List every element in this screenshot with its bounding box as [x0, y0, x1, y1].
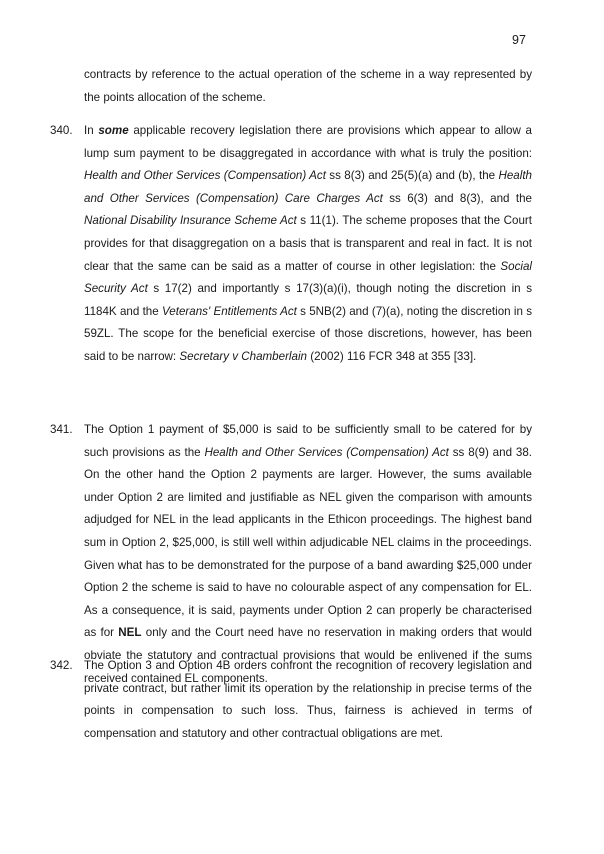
statute-title: Social Security Act	[84, 259, 532, 296]
paragraph-number: 341.	[50, 423, 73, 436]
text-run: The Option 1 payment of $5,000 is said to be sufficiently small to be catered for by such provisions as the	[84, 423, 532, 459]
statute-title: Health and Other Services (Compensation) Act	[84, 169, 326, 183]
bold-text: NEL	[118, 626, 142, 640]
text-run: In	[84, 124, 99, 137]
text-run: s 5NB(2) and (7)(a), noting the discretion in s 59ZL. The scope for the beneficial exercise of those discretions, however, has been said to be narrow:	[84, 304, 532, 363]
paragraph-340	[50, 120, 532, 369]
text-run: ss 8(9) and 38. On the other hand the Option 2 payments are larger. However, the sums available under Option 2 are limited and justifiable as NEL given the comparison with amounts adjudged for NEL in the lead applicants in the Ethicon proceedings. The highest band sum in Option 2, $25,000, is still well within adjudicable NEL claims in the proceedings. Given what has to be demonstrated for the purpose of a band awarding $25,000 under Option 2 the scheme is said to have no colourable aspect of any compensation for EL. As a consequence, it is said, payments under Option 2 can properly be characterised as for	[84, 445, 532, 640]
statute-title: National Disability Insurance Scheme Act	[84, 214, 297, 228]
text-run: (2002) 116 FCR 348 at 355 [33].	[306, 349, 477, 363]
case-citation: Secretary v Chamberlain	[179, 349, 307, 363]
text-run: ss 6(3) and 8(3), and the	[382, 191, 532, 205]
text-run: applicable recovery legislation there are provisions which appear to allow a lump sum payment to be disaggregated in accordance with what is truly the position:	[84, 124, 532, 160]
statute-title: Veterans' Entitlements Act	[161, 304, 297, 318]
text-run: s 11(1). The scheme proposes that the Court provides for that disaggregation on a basis that is transparent and real in fact. It is not clear that the same can be said as a matter of course in other legislation: the	[84, 214, 532, 273]
text-run: only and the Court need have no reservation in making orders that would obviate the statutory and contractual provisions that would be enlivened if the sums received contained EL components.	[84, 626, 532, 685]
continuation-text: contracts by reference to the actual operation of the scheme in a way represented by the points allocation of the scheme.	[84, 68, 532, 104]
text-run: s 17(2) and importantly s 17(3)(a)(i), though noting the discretion in s 1184K and the	[84, 282, 532, 318]
emphasis-text: some	[98, 124, 129, 137]
paragraph-number: 342.	[50, 659, 73, 672]
statute-title: Health and Other Services (Compensation) Care Charges Act	[84, 169, 532, 205]
statute-title: Health and Other Services (Compensation) Act	[204, 445, 449, 459]
paragraph-number: 340.	[50, 124, 73, 137]
paragraph-342	[50, 655, 532, 745]
page-number: 97	[512, 33, 526, 47]
text-run: The Option 3 and Option 4B orders confront the recognition of recovery legislation and private contract, but rather limit its operation by the relationship in precise terms of the points in compensation to such loss. Thus, fairness is achieved in terms of compensation and statutory and other contractual obligations are met.	[84, 659, 532, 740]
text-run: ss 8(3) and 25(5)(a) and (b), the	[325, 169, 499, 183]
